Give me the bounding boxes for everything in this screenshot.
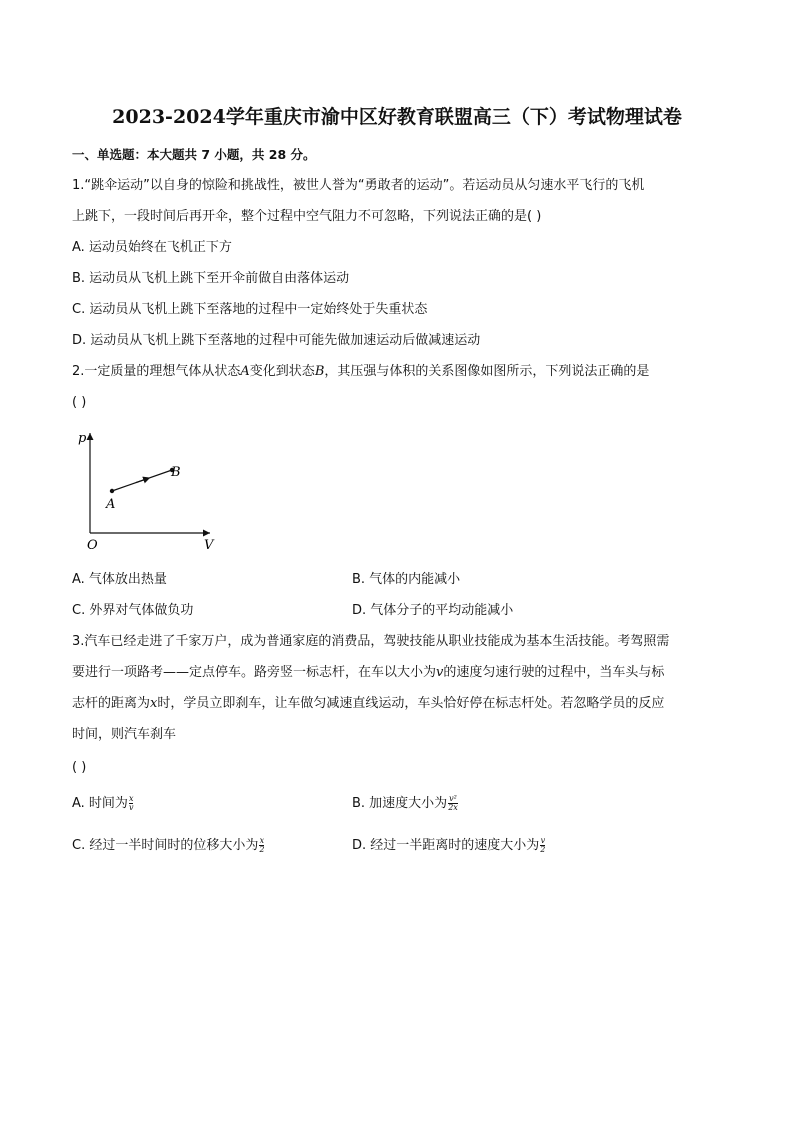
q2-stem-part2: 变化到状态 (249, 364, 315, 379)
q3-option-c (72, 837, 264, 855)
q1-option-c: C. 运动员从飞机上跳下至落地的过程中一定始终处于失重状态 (72, 302, 428, 317)
point-a-label: A (106, 497, 116, 512)
fraction-numerator: x (259, 836, 265, 845)
fraction-denominator: v (128, 803, 134, 812)
q2-stem-part3: ，其压强与体积的关系图像如图所示，下列说法正确的是 (324, 364, 650, 379)
q2-answer-paren: ( ) (72, 395, 87, 410)
point-b-label: B (171, 465, 181, 480)
q3-var-v: v (436, 665, 444, 680)
q3-option-a (72, 795, 133, 813)
q2-option-c: C. 外界对气体做负功 (72, 603, 194, 618)
page-title: 2023-2024学年重庆市渝中区好教育联盟高三（下）考试物理试卷 (112, 106, 682, 128)
q3-option-b-label: B. 加速度大小为 (352, 796, 448, 811)
fraction-numerator: v (540, 836, 546, 845)
q3-option-b-fraction (448, 795, 458, 812)
y-axis-label: p (78, 431, 87, 446)
q3-option-c-label: C. 经过一半时间时的位移大小为 (72, 838, 259, 853)
q1-option-b: B. 运动员从飞机上跳下至开伞前做自由落体运动 (72, 271, 350, 286)
point-a-dot (110, 489, 114, 493)
q3-option-a-fraction (129, 795, 134, 812)
q1-option-d: D. 运动员从飞机上跳下至落地的过程中可能先做加速运动后做减速运动 (72, 333, 481, 348)
fraction-denominator: 2x (448, 803, 458, 812)
fraction-denominator: 2 (540, 845, 546, 854)
q3-line2-part2: 的速度匀速行驶的过程中，当车头与标 (443, 665, 665, 680)
q3-option-a-label: A. 时间为 (72, 796, 128, 811)
q3-option-d (352, 837, 545, 855)
q3-option-b (352, 795, 458, 813)
fraction-numerator: v² (449, 794, 457, 803)
q2-option-d: D. 气体分子的平均动能减小 (352, 603, 514, 618)
fraction-numerator: x (128, 794, 134, 803)
section-heading: 一、单选题：本大题共 7 小题，共 28 分。 (72, 147, 316, 162)
q3-var-x: x (150, 696, 158, 711)
q3-line3-part1: 志杆的距离为 (72, 696, 151, 711)
q3-stem-line3 (72, 695, 664, 713)
q2-var-a: A (240, 364, 250, 379)
q3-answer-paren: ( ) (72, 760, 87, 775)
fraction-denominator: 2 (259, 845, 265, 854)
q3-option-d-label: D. 经过一半距离时的速度大小为 (352, 838, 540, 853)
q3-stem-line1: 3.汽车已经走进了千家万户，成为普通家庭的消费品，驾驶技能从职业技能成为基本生活技能。考驾照需 (72, 634, 670, 649)
q3-stem-line4: 时间，则汽车刹车 (72, 727, 177, 742)
q2-option-b: B. 气体的内能减小 (352, 572, 461, 587)
origin-label: O (87, 538, 98, 553)
process-arrow (136, 478, 148, 482)
q1-stem-line2: 上跳下，一段时间后再开伞，整个过程中空气阻力不可忽略，下列说法正确的是( ) (72, 209, 542, 224)
q2-var-b: B (314, 364, 325, 379)
q2-stem-part1: 2.一定质量的理想气体从状态 (72, 364, 241, 379)
q3-stem-line2 (72, 664, 664, 682)
q3-option-c-fraction (259, 837, 264, 854)
q1-option-a: A. 运动员始终在飞机正下方 (72, 240, 232, 255)
q2-stem (72, 363, 649, 381)
q3-line3-part2: 时，学员立即刹车，让车做匀减速直线运动，车头恰好停在标志杆处。若忽略学员的反应 (157, 696, 665, 711)
q3-option-d-fraction (540, 837, 545, 854)
q2-option-a: A. 气体放出热量 (72, 572, 167, 587)
pv-graph (72, 425, 232, 555)
x-axis-label: V (204, 538, 214, 553)
q3-line2-part1: 要进行一项路考——定点停车。路旁竖一标志杆，在车以大小为 (72, 665, 437, 680)
q1-stem-line1: 1.“跳伞运动”以自身的惊险和挑战性，被世人誉为“勇敢者的运动”。若运动员从匀速水平飞行的飞机 (72, 178, 645, 193)
